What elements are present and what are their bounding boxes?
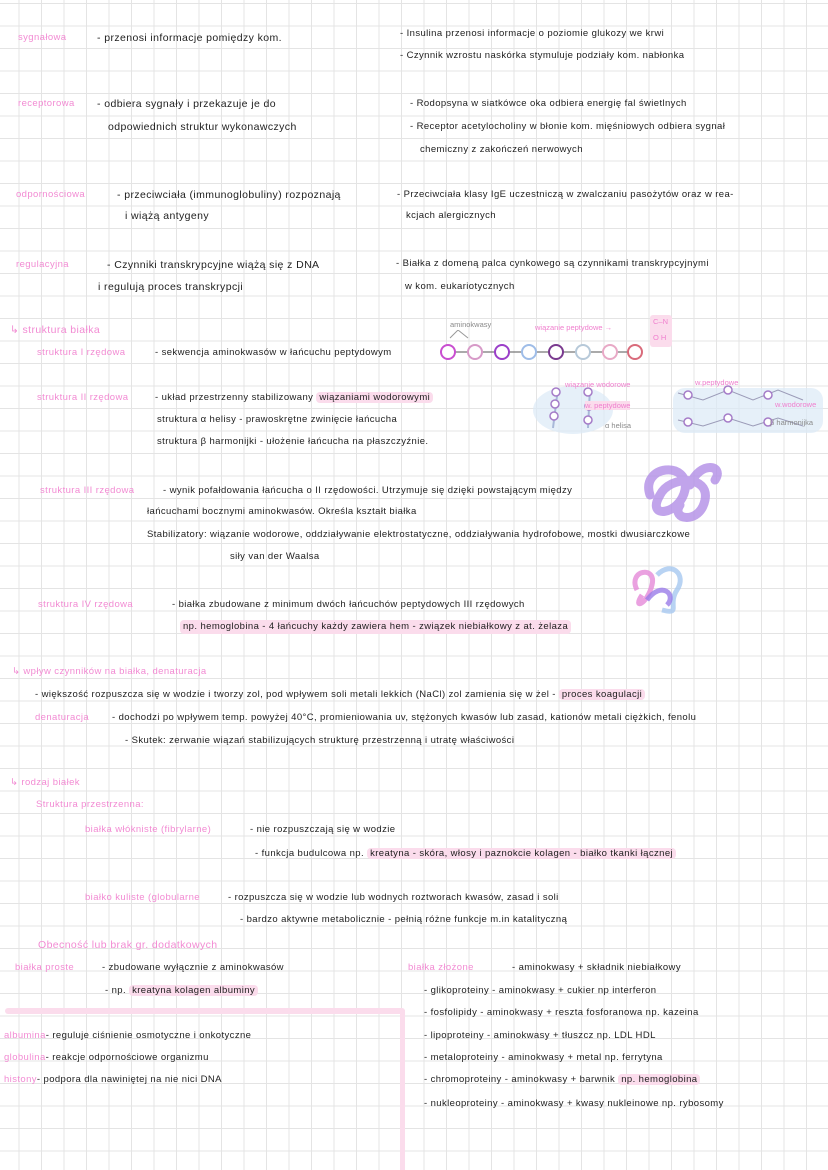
simple-item-label: albumina	[4, 1030, 46, 1041]
function-example: - Insulina przenosi informacje o poziomie glukozy we krwi	[400, 28, 665, 39]
simple-line: - zbudowane wyłącznie z aminokwasów	[102, 962, 284, 973]
structure-label: struktura IV rzędowa	[38, 599, 134, 610]
structure-desc: siły van der Waalsa	[230, 551, 320, 562]
function-desc: - przeciwciała (immunoglobuliny) rozpoznają	[117, 189, 341, 201]
complex-item	[424, 1073, 700, 1087]
simple-text: - np.	[105, 985, 130, 996]
section-heading-structure: ↳ struktura białka	[10, 324, 101, 336]
simple-item	[4, 1051, 209, 1065]
fibrous-text: - funkcja budulcowa np.	[255, 848, 368, 859]
simple-item-label: globulina	[4, 1052, 46, 1063]
denaturation-line	[35, 688, 645, 702]
complex-item: - metaloproteiny - aminokwasy + metal np. ferrytyna	[424, 1052, 663, 1063]
alpha-helix-desc: struktura α helisy - prawoskrętne zwinięcie łańcucha	[157, 414, 398, 425]
function-desc: i regulują proces transkrypcji	[98, 281, 244, 293]
function-label: odpornościowa	[16, 189, 86, 200]
quaternary-structure-illustration	[622, 560, 694, 620]
highlight: kreatyna - skóra, włosy i paznokcie kolagen - białko tkanki łącznej	[367, 848, 676, 859]
function-example: - Przeciwciała klasy IgE uczestniczą w zwalczaniu pasożytów oraz w rea-	[397, 189, 734, 200]
structure-desc: - wynik pofałdowania łańcucha o II rzędowości. Utrzymuje się dzięki powstającym między	[163, 485, 573, 496]
subheading-spatial: Struktura przestrzenna:	[36, 799, 144, 810]
function-desc: - przenosi informacje pomiędzy kom.	[97, 32, 282, 44]
structure-desc	[155, 391, 433, 405]
diagram-label-pbond: w. peptydowe	[585, 401, 631, 410]
highlight: proces koagulacji	[559, 689, 645, 700]
globular-label: białko kuliste (globularne	[85, 892, 200, 903]
structure-desc: łańcuchami bocznymi aminokwasów. Określa kształt białka	[147, 506, 417, 517]
function-example: chemiczny z zakończeń nerwowych	[420, 144, 583, 155]
section-heading-denaturation: ↳ wpływ czynników na białka, denaturacja	[12, 666, 207, 677]
complex-item: - lipoproteiny - aminokwasy + tłuszcz np. LDL HDL	[424, 1030, 656, 1041]
simple-line	[105, 984, 258, 998]
diagram-label-pbond2: w.peptydowe	[695, 378, 739, 387]
divider-horizontal	[5, 1008, 405, 1014]
function-label: sygnałowa	[18, 32, 67, 43]
highlight: kreatyna kolagen albuminy	[129, 985, 258, 996]
function-example: - Czynnik wzrostu naskórka stymuluje podziały kom. nabłonka	[400, 50, 685, 61]
function-desc: odpowiednich struktur wykonawczych	[108, 121, 297, 133]
structure-desc: - białka zbudowane z minimum dwóch łańcuchów peptydowych III rzędowych	[172, 599, 525, 610]
globular-line: - bardzo aktywne metabolicznie - pełnią różne funkcje m.in katalityczną	[240, 914, 568, 925]
denaturation-line: - Skutek: zerwanie wiązań stabilizujących strukturę przestrzenną i utratę właściwości	[125, 735, 515, 746]
highlight: np. hemoglobina	[618, 1074, 700, 1085]
structure-label: struktura III rzędowa	[40, 485, 135, 496]
simple-item-text: - podpora dla nawiniętej na nie nici DNA	[36, 1074, 222, 1085]
complex-item-text: - chromoproteiny - aminokwasy + barwnik	[424, 1074, 619, 1085]
beta-sheet-desc: struktura β harmonijki - ułożenie łańcucha na płaszczyźnie.	[157, 436, 429, 447]
diagram-label-hbond: wiązanie wodorowe	[565, 380, 631, 389]
fibrous-line: - nie rozpuszczają się w wodzie	[250, 824, 396, 835]
complex-item: - glikoproteiny - aminokwasy + cukier np interferon	[424, 985, 657, 996]
complex-label: białka złożone	[408, 962, 474, 973]
peptide-chain-diagram	[430, 330, 650, 365]
simple-label: białka proste	[15, 962, 75, 973]
simple-item	[4, 1029, 251, 1043]
fibrous-label: białka włókniste (fibrylarne)	[85, 824, 212, 835]
complex-item: - nukleoproteiny - aminokwasy + kwasy nukleinowe np. rybosomy	[424, 1098, 724, 1109]
divider-vertical	[400, 1010, 405, 1170]
simple-item-text: - reakcje odpornościowe organizmu	[45, 1052, 209, 1063]
highlight: wiązaniami wodorowymi	[316, 392, 433, 403]
cn-top: C–N	[653, 317, 669, 326]
complex-line: - aminokwasy + składnik niebiałkowy	[512, 962, 681, 973]
function-label: regulacyjna	[16, 259, 69, 270]
simple-item-label: histony	[4, 1074, 37, 1085]
diagram-label-hbond2: w.wodorowe	[775, 400, 817, 409]
diagram-label-beta: β harmonijka	[770, 418, 814, 427]
denaturation-text: - większość rozpuszcza się w wodzie i tworzy zol, pod wpływem soli metali lekkich (NaCl) zol zamienia się w żel -	[35, 689, 559, 700]
diagram-label-amino: aminokwasy	[450, 320, 492, 329]
structure-desc: - sekwencja aminokwasów w łańcuchu peptydowym	[155, 347, 392, 358]
simple-item	[4, 1073, 222, 1087]
cn-bond-box	[650, 315, 672, 347]
complex-item: - fosfolipidy - aminokwasy + reszta fosforanowa np. kazeina	[424, 1007, 699, 1018]
simple-item-text: - reguluje ciśnienie osmotyczne i onkotyczne	[45, 1030, 252, 1041]
cn-bottom: O H	[653, 333, 667, 342]
denaturation-label: denaturacja	[35, 712, 90, 723]
function-example: w kom. eukariotycznych	[405, 281, 515, 292]
function-desc: - odbiera sygnały i przekazuje je do	[97, 98, 276, 110]
tertiary-structure-illustration	[630, 455, 730, 530]
function-example: - Receptor acetylocholiny w błonie kom. mięśniowych odbiera sygnał	[410, 121, 726, 132]
function-desc: i wiążą antygeny	[125, 210, 210, 222]
diagram-label-bond: wiązanie peptydowe →	[535, 323, 613, 332]
diagram-label-alpha: α helisa	[605, 421, 632, 430]
structure-desc: Stabilizatory: wiązanie wodorowe, oddziaływanie elektrostatyczne, oddziaływania hydrofobowe, mostki dwusiarczkowe	[147, 529, 691, 540]
subheading-groups: Obecność lub brak gr. dodatkowych	[38, 939, 218, 951]
fibrous-line	[255, 847, 676, 861]
structure-label: struktura II rzędowa	[37, 392, 129, 403]
structure-example: np. hemoglobina - 4 łańcuchy każdy zawiera hem - związek niebiałkowy z at. żelaza	[180, 620, 571, 634]
structure-desc-text: - układ przestrzenny stabilizowany	[155, 392, 317, 403]
function-example: - Rodopsyna w siatkówce oka odbiera energię fal świetlnych	[410, 98, 687, 109]
structure-label: struktura I rzędowa	[37, 347, 126, 358]
function-example: kcjach alergicznych	[406, 210, 496, 221]
denaturation-line: - dochodzi po wpływem temp. powyżej 40°C, promieniowania uv, stężonych kwasów lub zasad, kationów metali ciężkich, fenolu	[112, 712, 697, 723]
function-example: - Białka z domeną palca cynkowego są czynnikami transkrypcyjnymi	[396, 258, 709, 269]
globular-line: - rozpuszcza się w wodzie lub wodnych roztworach kwasów, zasad i soli	[228, 892, 559, 903]
function-desc: - Czynniki transkrypcyjne wiążą się z DNA	[107, 259, 320, 271]
function-label: receptorowa	[18, 98, 75, 109]
section-heading-types: ↳ rodzaj białek	[10, 777, 80, 788]
